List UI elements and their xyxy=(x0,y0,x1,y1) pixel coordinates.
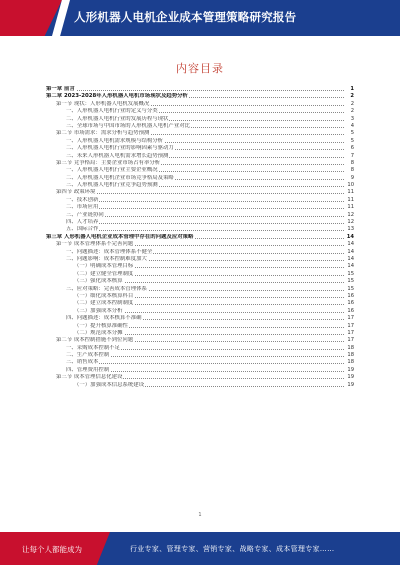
toc-entry-page: 14 xyxy=(347,241,354,248)
toc-entry-page: 11 xyxy=(347,189,354,196)
toc-entry-text: 第三节 成本管理信息化建设 xyxy=(56,374,123,381)
toc-entry[interactable] xyxy=(46,167,354,174)
toc-heading: 内容目录 xyxy=(176,62,224,75)
toc-entry-page: 1 xyxy=(350,86,354,92)
toc-entry-page: 15 xyxy=(347,285,354,292)
toc-entry[interactable] xyxy=(46,145,354,152)
toc-entry-page: 2 xyxy=(350,100,354,107)
toc-entry-text: 二、人形机器人电机行业的发展历程与现状 xyxy=(66,115,169,122)
toc-entry-page: 10 xyxy=(347,182,354,189)
toc-entry[interactable] xyxy=(46,130,354,137)
toc-leader-dots xyxy=(56,193,344,194)
toc-entry[interactable] xyxy=(46,116,354,123)
toc-entry-text: 一、技术创新 xyxy=(66,196,99,203)
toc-entry-page: 15 xyxy=(347,278,354,285)
toc-entry-page: 17 xyxy=(347,329,354,336)
toc-entry[interactable] xyxy=(46,286,354,293)
toc-entry-text: 一、人形机器人电机行业主要企业概况 xyxy=(66,167,158,174)
toc-entry-page: 13 xyxy=(347,226,354,233)
toc-entry-text: 二、人形机器人电机企业市场竞争格局及策略 xyxy=(66,174,174,181)
toc-entry[interactable] xyxy=(46,367,354,374)
toc-entry[interactable] xyxy=(46,374,354,381)
toc-entry-text: 第四节 政策环境 xyxy=(56,189,96,196)
toc-entry[interactable] xyxy=(46,153,354,160)
toc-entry[interactable] xyxy=(46,182,354,189)
toc-entry-text: （二）建立健全管理制度 xyxy=(74,270,134,277)
toc-entry[interactable] xyxy=(46,93,354,100)
toc-entry[interactable] xyxy=(46,241,354,248)
toc-entry[interactable] xyxy=(46,175,354,182)
toc-entry[interactable] xyxy=(46,101,354,108)
toc-entry[interactable] xyxy=(46,160,354,167)
toc-entry-text: （一）细化成本核算科目 xyxy=(74,292,134,299)
toc-leader-dots xyxy=(66,208,344,209)
toc-entry-text: 第一节 现状：人形机器人电机发展概况 xyxy=(56,100,150,107)
toc-entry-page: 5 xyxy=(350,130,354,137)
toc-entry-text: （一）明确成本管理目标 xyxy=(74,263,134,270)
toc-entry-text: 第二节 市场需求：需求分析与趋势预测 xyxy=(56,130,150,137)
toc-entry-text: 二、生产成本控制 xyxy=(66,352,110,359)
toc-entry-page: 17 xyxy=(347,315,354,322)
toc-entry-text: 四、问题描述：成本核算不准确 xyxy=(66,315,142,322)
toc-entry-page: 14 xyxy=(346,233,354,240)
toc-entry-text: 三、全球市场与中国市场的人形机器人电机产业对比 xyxy=(66,122,190,129)
toc-entry[interactable] xyxy=(46,138,354,145)
toc-entry-text: 四、管理费用控制 xyxy=(66,366,110,373)
toc-leader-dots xyxy=(66,216,344,217)
toc-entry-text: （三）加强成本分析 xyxy=(74,307,123,314)
toc-entry-page: 6 xyxy=(350,145,354,152)
toc-entry-text: 三、未来人形机器人电机需求增长趋势预测 xyxy=(66,152,169,159)
toc-entry-text: 三、产业链协同 xyxy=(66,211,104,218)
toc-leader-dots xyxy=(66,363,344,364)
toc-entry-page: 11 xyxy=(347,196,354,203)
toc-entry[interactable] xyxy=(46,330,354,337)
toc-entry-text: 第一节 成本管理体系不完善问题 xyxy=(56,241,134,248)
toc-entry-page: 16 xyxy=(347,307,354,314)
toc-leader-dots xyxy=(66,223,344,224)
toc-entry-page: 2 xyxy=(350,108,354,115)
toc-entry-text: （二）规范成本分摊 xyxy=(74,329,123,336)
toc-leader-dots xyxy=(46,90,344,91)
toc-entry-page: 19 xyxy=(347,381,354,388)
toc-entry-page: 19 xyxy=(347,374,354,381)
footer-banner xyxy=(0,532,400,565)
toc-entry-page: 16 xyxy=(347,300,354,307)
toc-entry-text: 三、销售成本 xyxy=(66,359,99,366)
toc-entry-page: 14 xyxy=(347,263,354,270)
toc-entry-page: 14 xyxy=(347,255,354,262)
toc-entry-text: 第一章 前言 xyxy=(46,86,75,92)
toc-entry-page: 2 xyxy=(350,93,354,100)
toc-entry[interactable] xyxy=(46,108,354,115)
toc-entry-text: （一）加强成本信息系统建设 xyxy=(74,381,145,388)
toc-entry-text: 一、人形机器人电机需求规模与结构分析 xyxy=(66,137,164,144)
toc-entry[interactable] xyxy=(46,212,354,219)
toc-entry[interactable] xyxy=(46,337,354,344)
toc-entry[interactable] xyxy=(46,204,354,211)
toc-entry[interactable] xyxy=(46,308,354,315)
toc-entry-text: 第二章 2023-2028年人形机器人电机市场现状及趋势分析 xyxy=(46,93,188,100)
toc-leader-dots xyxy=(66,201,344,202)
toc-entry-text: 一、问题描述：成本管理体系不健全 xyxy=(66,248,153,255)
toc-entry-text: 三、应对策略：完善成本管理体系 xyxy=(66,285,147,292)
toc-entry-text: 第三节 竞争格局：主要企业市场占有率分析 xyxy=(56,159,161,166)
toc-entry[interactable] xyxy=(46,226,354,233)
toc-entry-page: 19 xyxy=(347,366,354,373)
toc-entry[interactable] xyxy=(46,323,354,330)
toc-entry-page: 5 xyxy=(350,137,354,144)
toc-entry-text: 四、人才培养 xyxy=(66,219,99,226)
toc-entry-text: 二、市场应用 xyxy=(66,204,99,211)
toc-entry-text: （三）强化成本核算 xyxy=(74,278,123,285)
toc-entry[interactable] xyxy=(46,86,354,93)
toc-entry-page: 8 xyxy=(350,167,354,174)
toc-entry-text: 一、人形机器人电机行业的定义与分类 xyxy=(66,108,158,115)
toc-entry-page: 4 xyxy=(350,122,354,129)
toc-entry-page: 9 xyxy=(350,174,354,181)
report-title: 人形机器人电机企业成本管理策略研究报告 xyxy=(74,10,297,24)
toc-entry[interactable] xyxy=(46,234,354,241)
toc-entry-text: 二、人形机器人电机行业的影响因素与驱动力 xyxy=(66,145,174,152)
toc-entry-text: 五、国际合作 xyxy=(66,226,99,233)
toc-entry-text: 一、采购成本控制不足 xyxy=(66,344,120,351)
toc-entry[interactable] xyxy=(46,359,354,366)
toc-entry-page: 17 xyxy=(347,322,354,329)
toc-entry-page: 18 xyxy=(347,359,354,366)
page-number: 1 xyxy=(198,512,202,518)
toc-entry-page: 8 xyxy=(350,159,354,166)
toc-entry[interactable] xyxy=(46,315,354,322)
toc-entry[interactable] xyxy=(46,300,354,307)
toc-entry-text: （二）建立成本控制制度 xyxy=(74,300,134,307)
toc-entry-text: （一）提升核算准确性 xyxy=(74,322,128,329)
toc-entry-text: 三、人形机器人电机行业竞争趋势预测 xyxy=(66,182,158,189)
toc-entry-page: 7 xyxy=(350,152,354,159)
toc-entry-page: 12 xyxy=(347,219,354,226)
toc-entry-text: 第二节 成本控制措施不到位问题 xyxy=(56,337,134,344)
toc-entry-page: 12 xyxy=(347,211,354,218)
toc-entry-page: 18 xyxy=(347,352,354,359)
toc-entry[interactable] xyxy=(46,271,354,278)
toc-entry[interactable] xyxy=(46,263,354,270)
toc-entry-text: 第三章 人形机器人电机企业成本管理中存在的问题及应对策略 xyxy=(46,233,194,240)
toc-entry[interactable] xyxy=(46,345,354,352)
toc-entry-page: 17 xyxy=(347,337,354,344)
toc-entry[interactable] xyxy=(46,382,354,389)
toc-entry[interactable] xyxy=(46,293,354,300)
toc-entry-text: 二、问题影响：成本控制难度加大 xyxy=(66,255,147,262)
toc-entry-page: 15 xyxy=(347,270,354,277)
toc-entry[interactable] xyxy=(46,219,354,226)
toc-entry[interactable] xyxy=(46,278,354,285)
toc-leader-dots xyxy=(66,230,344,231)
toc-entry[interactable] xyxy=(46,197,354,204)
toc-entry-page: 11 xyxy=(347,204,354,211)
toc-entry[interactable] xyxy=(46,189,354,196)
toc-entry-page: 18 xyxy=(347,344,354,351)
header-red-stripe xyxy=(0,0,62,36)
toc-entry[interactable] xyxy=(46,256,354,263)
toc-entry-page: 14 xyxy=(347,248,354,255)
toc-entry-page: 16 xyxy=(347,292,354,299)
footer-slogan: 让每个人都能成为 xyxy=(22,545,82,554)
footer-roles: 行业专家、管理专家、营销专家、战略专家、成本管理专家…… xyxy=(130,545,335,553)
toc-entry[interactable] xyxy=(46,249,354,256)
toc-entry[interactable] xyxy=(46,123,354,130)
header-banner xyxy=(0,0,400,36)
toc-entry-page: 3 xyxy=(350,115,354,122)
toc-entry[interactable] xyxy=(46,352,354,359)
table-of-contents xyxy=(46,86,354,389)
